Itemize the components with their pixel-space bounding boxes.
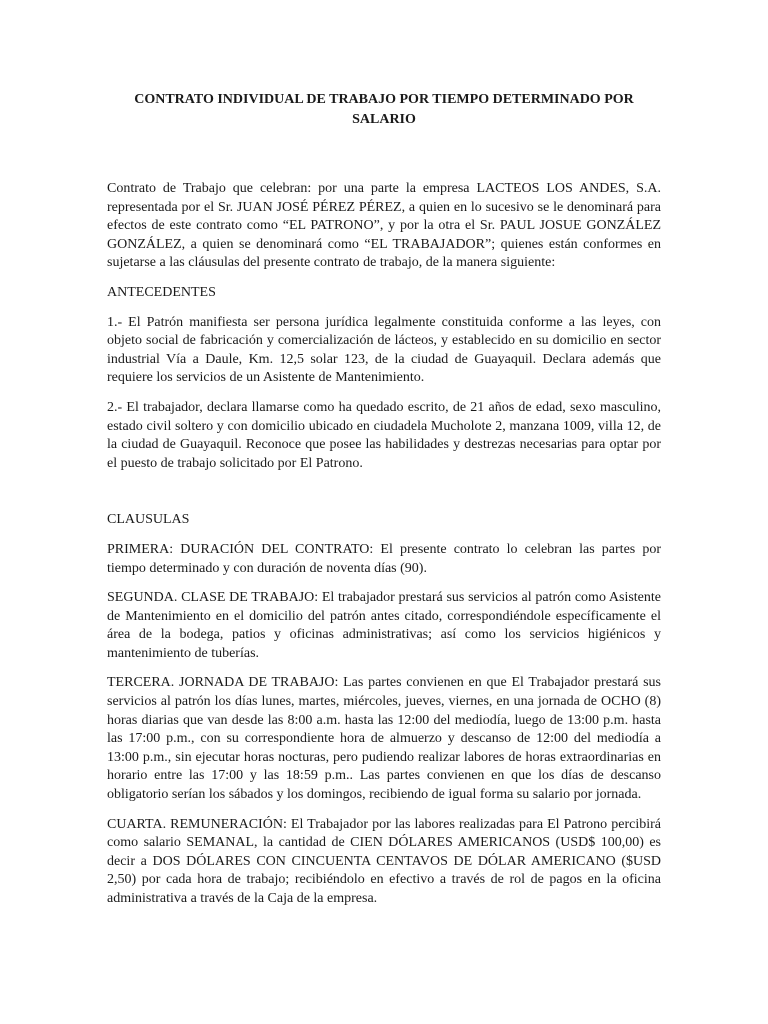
antecedente-2-paragraph: 2.- El trabajador, declara llamarse como ha quedado escrito, de 21 años de edad, sexo masculino, estado civil soltero y con domicilio ubicado en ciudadela Mucholote 2, manzana 1009, villa 12, de la ciudad de Guayaquil. Reconoce que posee las habilidades y destrezas necesarias para optar por el puesto de trabajo solicitado por El Patrono. <box>107 399 661 471</box>
document-title: CONTRATO INDIVIDUAL DE TRABAJO POR TIEMPO DETERMINADO POR SALARIO <box>134 92 634 127</box>
antecedente-1-paragraph: 1.- El Patrón manifiesta ser persona jurídica legalmente constituida conforme a las leyes, con objeto social de fabricación y comercialización de lácteos, y establecido en su domicilio en sector industrial Vía a Daule, Km. 12,5 solar 123, de la ciudad de Guayaquil. Declara además que requiere los servicios de un Asistente de Mantenimiento. <box>107 314 661 386</box>
clausula-primera: PRIMERA: DURACIÓN DEL CONTRATO: El presente contrato lo celebran las partes por tiempo determinado y con duración de noventa días (90). <box>107 541 661 576</box>
clausula-segunda: SEGUNDA. CLASE DE TRABAJO: El trabajador prestará sus servicios al patrón como Asistente de Mantenimiento en el domicilio del patrón antes citado, correspondiéndole específicamente el área de la bodega, patios y oficinas administrativas; así como los servicios higiénicos y mantenimiento de tuberías. <box>107 590 661 661</box>
document-page <box>107 90 661 920</box>
antecedentes-heading: ANTECEDENTES <box>107 284 216 300</box>
clausula-tercera: TERCERA. JORNADA DE TRABAJO: Las partes convienen en que El Trabajador prestará sus servicios al patrón los días lunes, martes, miércoles, jueves, viernes, en una jornada de OCHO (8) horas diarias que van desde las 8:00 a.m. hasta las 12:00 del mediodía, luego de 13:00 p.m. hasta las 17:00 p.m., con su correspondiente hora de almuerzo y descanso de 12:00 del mediodía a 13:00 p.m., sin ejecutar horas nocturas, pero pudiendo realizar labores de horas extraordinarias en horario entre las 17:00 y las 18:59 p.m.. Las partes convienen en que los días de descanso obligatorio serían los sábados y los domingos, recibiendo de igual forma su salario por jornada. <box>107 675 661 803</box>
clausulas-heading: CLAUSULAS <box>107 512 190 528</box>
clausula-cuarta: CUARTA. REMUNERACIÓN: El Trabajador por las labores realizadas para El Patrono percibirá como salario SEMANAL, la cantidad de CIEN DÓLARES AMERICANOS (USD$ 100,00) es decir a DOS DÓLARES CON CINCUENTA CENTAVOS DE DÓLAR AMERICANO ($USD 2,50) por cada hora de trabajo; recibiéndolo en efectivo a través de rol de pagos en la oficina administrativa a través de la Caja de la empresa. <box>107 816 661 906</box>
intro-paragraph: Contrato de Trabajo que celebran: por una parte la empresa LACTEOS LOS ANDES, S.A. representada por el Sr. JUAN JOSÉ PÉREZ PÉREZ, a quien en lo sucesivo se le denominará para efectos de este contrato como “EL PATRONO”, y por la otra el Sr. PAUL JOSUE GONZÁLEZ GONZÁLEZ, a quien se denominará como “EL TRABAJADOR”; quienes están conformes en sujetarse a las cláusulas del presente contrato de trabajo, de la manera siguiente: <box>107 181 661 271</box>
